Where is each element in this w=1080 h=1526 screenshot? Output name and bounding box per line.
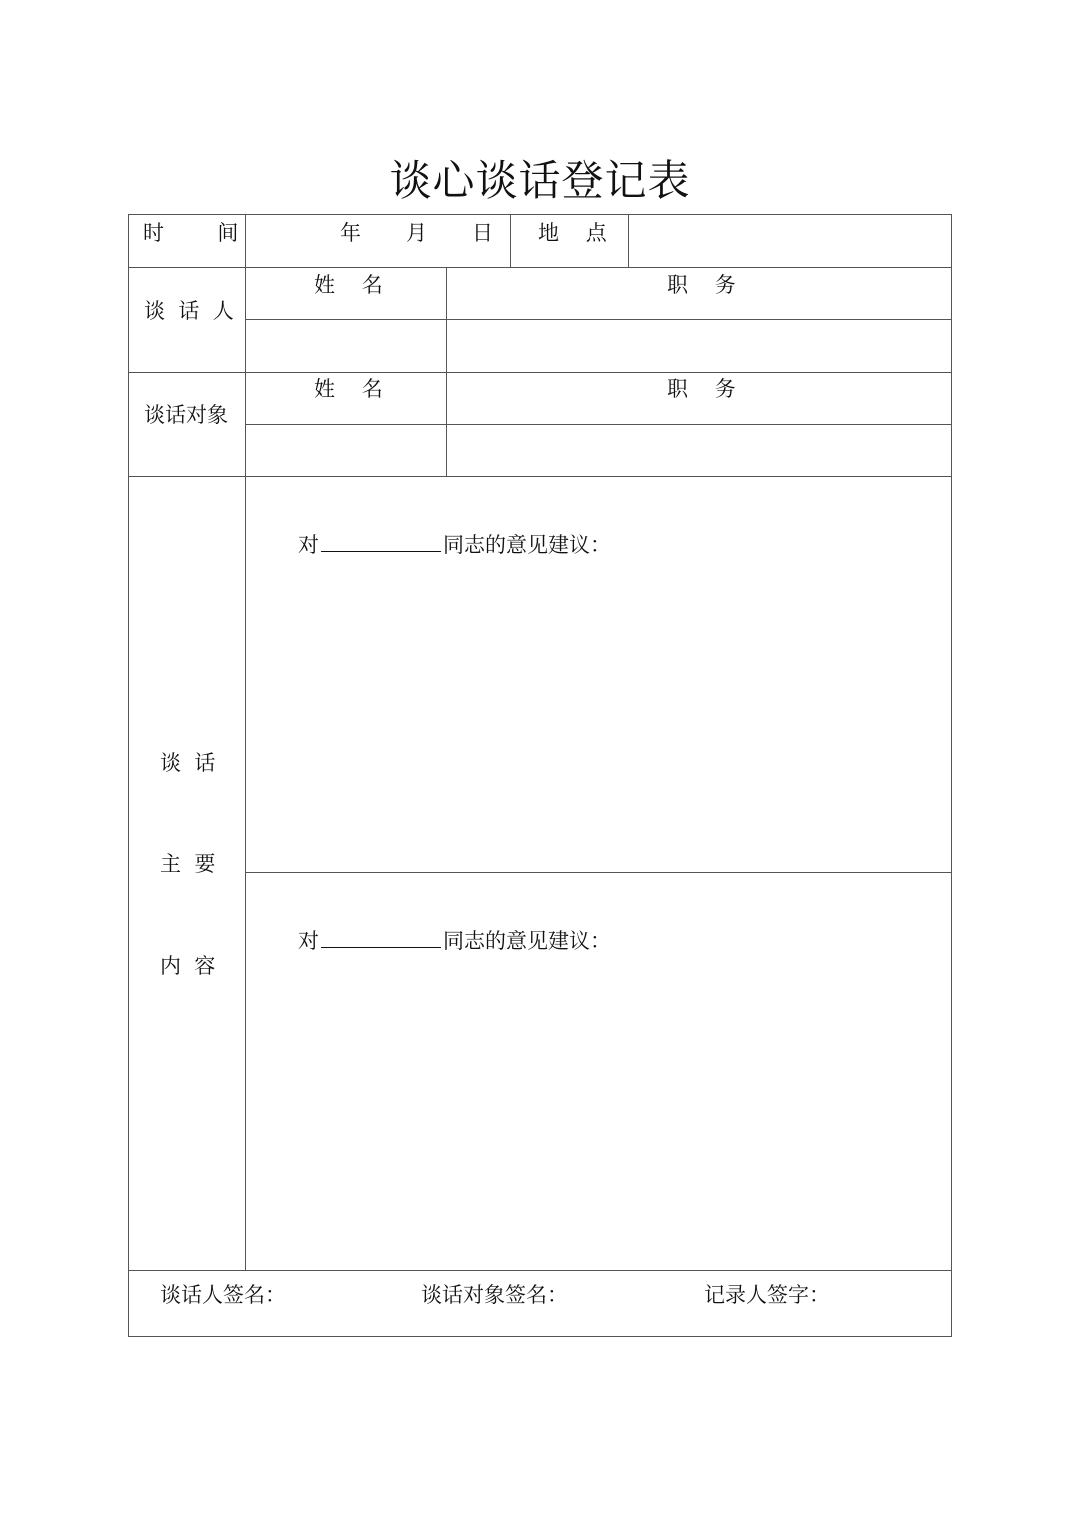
- date-day-label: 日: [472, 221, 493, 245]
- content-side-label-2: 主 要: [160, 852, 216, 876]
- opinion-prompt-1: [298, 531, 611, 558]
- divider-place-value: [628, 214, 629, 268]
- speaker-position-header: 职 务: [667, 273, 736, 297]
- table-border-top: [128, 214, 952, 215]
- opinion-prompt-suffix: 同志的意见建议：: [443, 929, 611, 953]
- speaker-name-header: 姓 名: [314, 273, 383, 297]
- target-name-header: 姓 名: [314, 377, 383, 401]
- time-label: 时 间: [143, 221, 239, 245]
- divider-date-place: [510, 214, 511, 268]
- name-blank[interactable]: [321, 927, 441, 948]
- table-border-left: [128, 214, 129, 1337]
- divider-target-header: [245, 424, 952, 425]
- divider-content-middle: [245, 872, 952, 873]
- opinion-prompt-2: [298, 927, 611, 954]
- opinion-prompt-prefix: 对: [298, 929, 319, 953]
- opinion-prompt-suffix: 同志的意见建议：: [443, 533, 611, 557]
- content-side-label-1: 谈 话: [160, 751, 216, 775]
- divider-signature-row: [128, 1270, 952, 1271]
- target-signature-label: 谈话对象签名：: [421, 1283, 568, 1307]
- table-border-right: [951, 214, 952, 1337]
- page-title: 谈心谈话登记表: [389, 156, 691, 205]
- date-month-label: 月: [406, 221, 427, 245]
- content-side-label-3: 内 容: [160, 954, 216, 978]
- divider-row-target: [128, 476, 952, 477]
- divider-row-speaker: [128, 372, 952, 373]
- table-border-bottom: [128, 1336, 952, 1337]
- recorder-signature-label: 记录人签字：: [704, 1283, 830, 1307]
- name-blank[interactable]: [321, 531, 441, 552]
- speaker-signature-label: 谈话人签名：: [160, 1283, 286, 1307]
- target-position-header: 职 务: [667, 377, 736, 401]
- date-year-label: 年: [340, 221, 361, 245]
- divider-target-name-position: [446, 372, 447, 477]
- target-label: 谈话对象: [144, 403, 228, 427]
- place-label: 地 点: [538, 221, 607, 245]
- divider-label-column: [245, 214, 246, 1271]
- divider-speaker-header: [245, 319, 952, 320]
- divider-speaker-name-position: [446, 267, 447, 373]
- divider-row-time: [128, 267, 952, 268]
- opinion-prompt-prefix: 对: [298, 533, 319, 557]
- speaker-label: 谈 话 人: [144, 299, 234, 323]
